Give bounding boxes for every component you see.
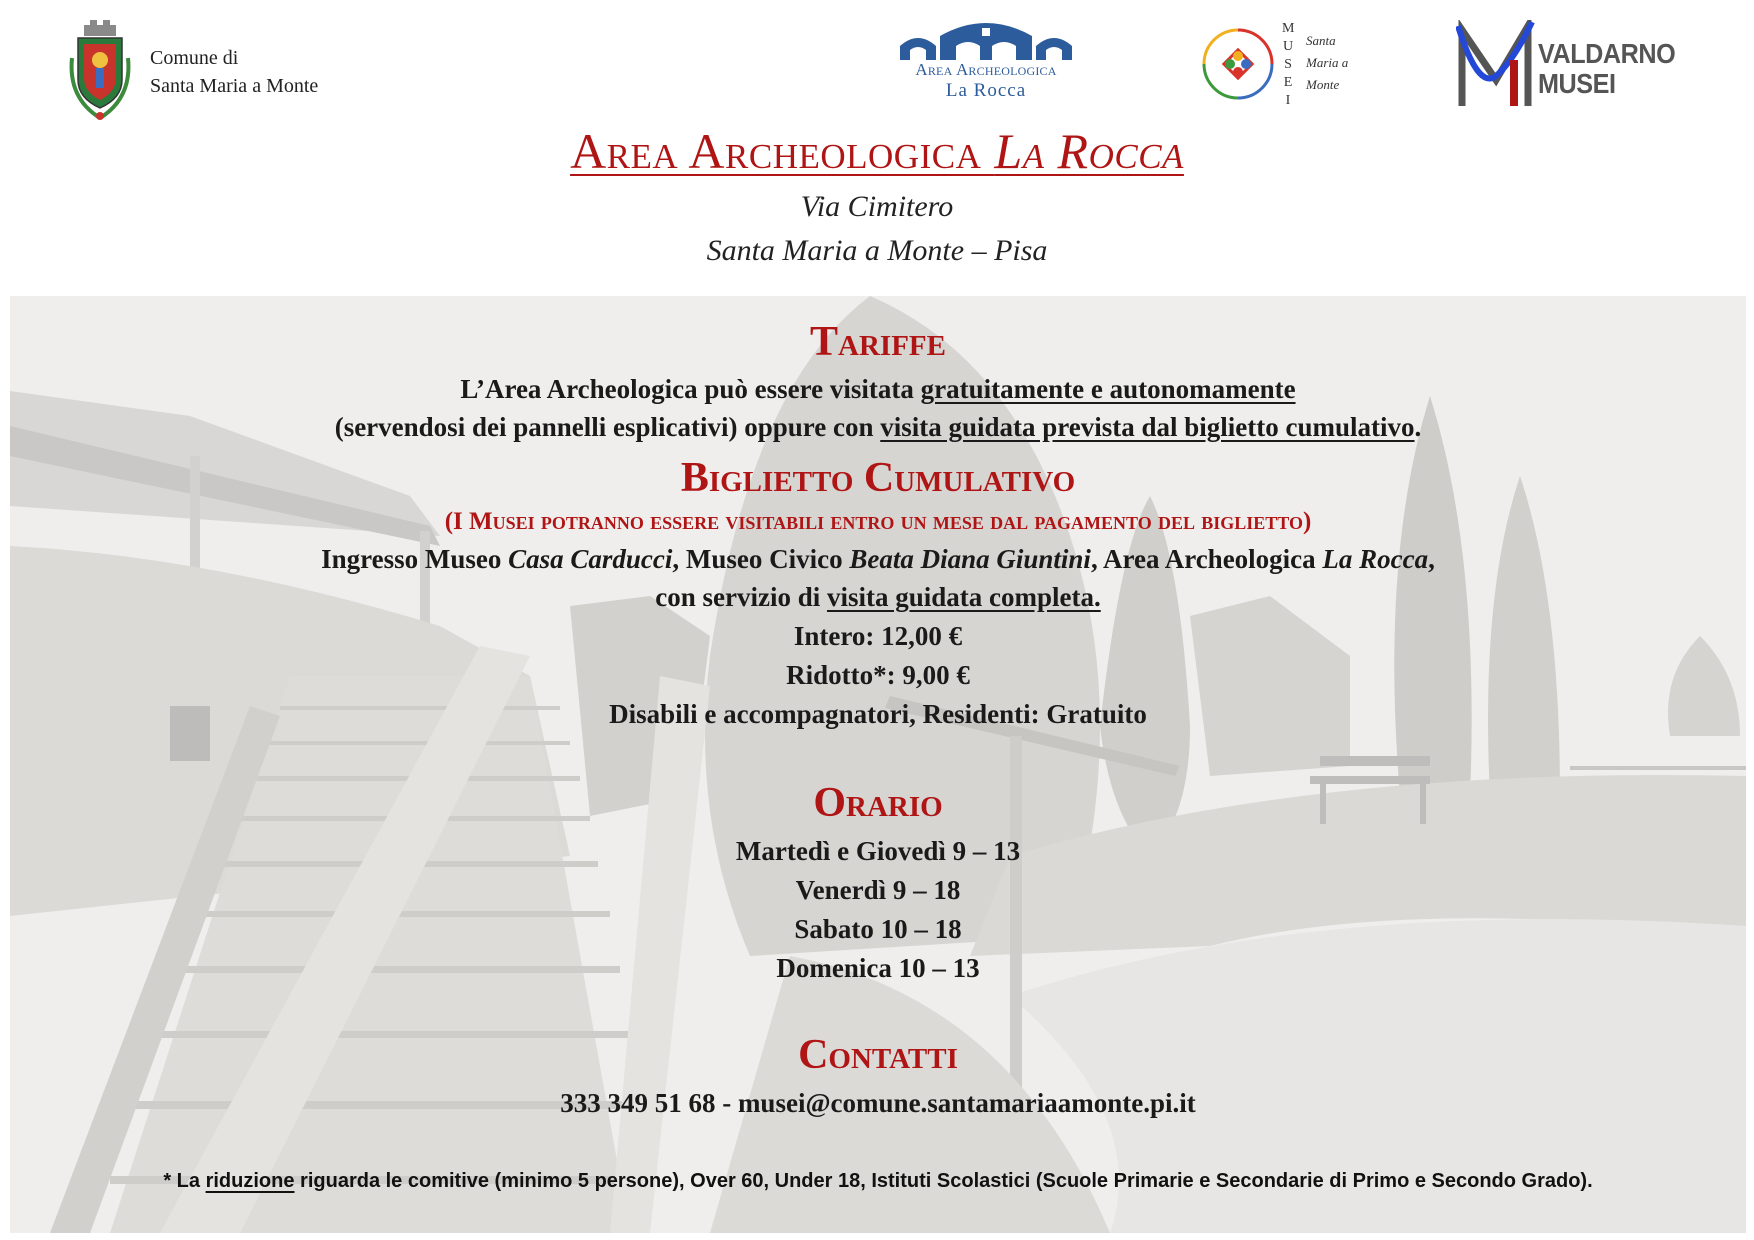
title-part1: Area Archeologica	[570, 123, 995, 179]
musei-town-name	[1306, 30, 1348, 96]
panel-content	[10, 296, 1746, 1233]
address-line2: Santa Maria a Monte – Pisa	[706, 234, 1048, 267]
footnote-text: riguarda le comitive (minimo 5 persone), Over 60, Under 18, Istituti Scolastici (Scuole Primarie e Secondarie di Primo e Secondo Grado).	[294, 1170, 1593, 1192]
valdarno-line1: VALDARNO	[1538, 38, 1676, 69]
servizio-underlined: visita guidata completa.	[826, 582, 1101, 612]
ingresso-text: , Museo Civico	[672, 544, 850, 574]
header	[0, 0, 1754, 295]
musei-letter: U	[1282, 39, 1294, 54]
rocca-logo-line1: Area Archeologica	[915, 60, 1057, 79]
address-line1: Via Cimitero	[800, 190, 954, 223]
musei-name-line: Santa	[1306, 33, 1336, 48]
orario-heading: Orario	[813, 780, 943, 826]
musei-name-line: Maria a	[1306, 55, 1349, 70]
museum-name: Casa Carducci	[508, 544, 673, 574]
tariffe-line1-text: L’Area Archeologica può essere visitata	[460, 374, 921, 404]
servizio-line	[10, 582, 1746, 613]
ingresso-line	[10, 544, 1746, 575]
page-title	[0, 122, 1754, 180]
musei-letter: M	[1282, 21, 1295, 36]
contatti-heading: Contatti	[798, 1032, 958, 1078]
orario-row: Martedì e Giovedì 9 – 13	[735, 836, 1021, 866]
comune-name	[150, 44, 318, 100]
tariffe-heading: Tariffe	[810, 319, 946, 365]
price-gratuito: Disabili e accompagnatori, Residenti: Gratuito	[609, 699, 1147, 729]
comune-line1: Comune di	[150, 47, 239, 69]
museum-name: La Rocca	[1322, 544, 1429, 574]
coat-of-arms-icon	[64, 18, 136, 122]
tariffe-line2-underlined: visita guidata prevista dal biglietto cumulativo	[880, 412, 1415, 442]
tariffe-line1-underlined: gratuitamente e autonomamente	[920, 374, 1296, 404]
footnote	[10, 1170, 1746, 1193]
comune-logo-block	[64, 18, 318, 122]
tariffe-line2-text: (servendosi dei pannelli esplicativi) oppure con	[334, 412, 881, 442]
footnote-text: * La	[163, 1170, 206, 1192]
orario-row: Sabato 10 – 18	[794, 914, 962, 944]
price-intero: Intero: 12,00 €	[793, 621, 963, 651]
valdarno-musei-logo	[1456, 20, 1676, 110]
musei-name-line: Monte	[1306, 77, 1340, 92]
musei-letter: S	[1284, 57, 1292, 72]
musei-letters	[1282, 20, 1294, 110]
ingresso-text: ,	[1428, 544, 1435, 574]
ingresso-text: , Area Archeologica	[1090, 544, 1323, 574]
comune-line2: Santa Maria a Monte	[150, 75, 319, 97]
area-archeologica-logo	[893, 16, 1079, 112]
info-panel	[10, 296, 1746, 1233]
rocca-arches-icon	[896, 16, 1076, 62]
musei-letter: E	[1283, 75, 1293, 90]
tariffe-line2-period: .	[1414, 412, 1422, 442]
musei-letter: I	[1285, 93, 1291, 108]
title-part2: La Rocca	[994, 123, 1184, 179]
contatti-line: 333 349 51 68 - musei@comune.santamariaamonte.pi.it	[560, 1088, 1196, 1118]
ingresso-text: Ingresso Museo	[321, 544, 509, 574]
musei-santa-maria-logo	[1198, 20, 1368, 110]
valdarno-line2: MUSEI	[1538, 68, 1616, 99]
servizio-text: con servizio di	[655, 582, 827, 612]
musei-ring-icon	[1198, 24, 1278, 104]
orario-row: Domenica 10 – 13	[776, 953, 980, 983]
rocca-logo-line2: La Rocca	[945, 80, 1027, 101]
valdarno-m-icon	[1456, 20, 1536, 110]
biglietto-note: (I Musei potranno essere visitabili entro un mese dal pagamento del biglietto)	[444, 508, 1312, 535]
tariffe-line2	[10, 412, 1746, 443]
biglietto-heading: Biglietto Cumulativo	[680, 455, 1076, 501]
orario-row: Venerdì 9 – 18	[795, 875, 961, 905]
museum-name: Beata Diana Giuntini	[849, 544, 1091, 574]
tariffe-line1	[10, 374, 1746, 405]
price-ridotto: Ridotto*: 9,00 €	[786, 660, 970, 690]
footnote-underlined: riduzione	[205, 1170, 295, 1192]
